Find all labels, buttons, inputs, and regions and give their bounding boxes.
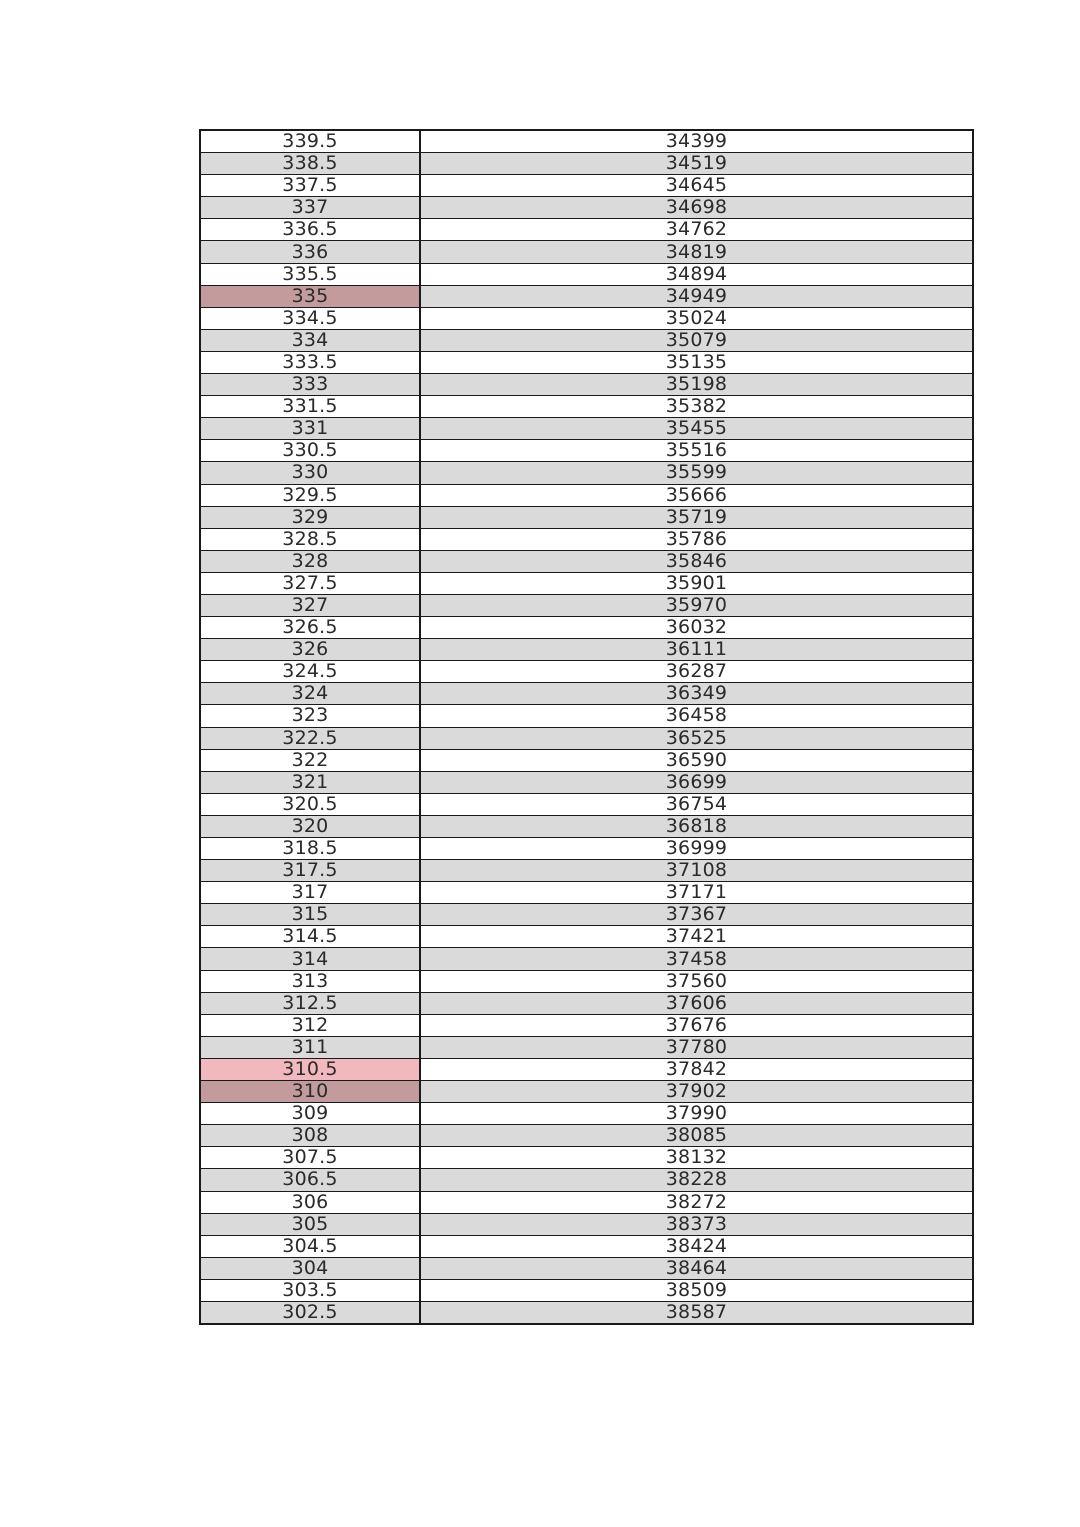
table-row: [200, 285, 973, 307]
table-row: [200, 1191, 973, 1213]
score-cell: 329: [200, 506, 420, 528]
table-row: [200, 307, 973, 329]
rank-cell: 35846: [420, 550, 973, 572]
rank-cell: 35198: [420, 374, 973, 396]
score-cell: 329.5: [200, 484, 420, 506]
table-row: [200, 771, 973, 793]
table-row: [200, 1279, 973, 1301]
table-row: [200, 484, 973, 506]
score-cell: 336.5: [200, 219, 420, 241]
score-cell: 326: [200, 639, 420, 661]
score-cell: 303.5: [200, 1279, 420, 1301]
rank-cell: 37458: [420, 948, 973, 970]
table-row: [200, 1058, 973, 1080]
table-row: [200, 418, 973, 440]
table-row: [200, 639, 973, 661]
score-cell: 310: [200, 1081, 420, 1103]
rank-cell: 36818: [420, 815, 973, 837]
score-cell: 320.5: [200, 793, 420, 815]
rank-cell: 36287: [420, 661, 973, 683]
rank-cell: 38272: [420, 1191, 973, 1213]
score-cell: 306: [200, 1191, 420, 1213]
score-cell: 338.5: [200, 153, 420, 175]
score-cell: 317.5: [200, 860, 420, 882]
rank-cell: 34519: [420, 153, 973, 175]
table-row: [200, 1301, 973, 1324]
rank-cell: 37676: [420, 1014, 973, 1036]
table-row: [200, 1036, 973, 1058]
rank-cell: 38132: [420, 1147, 973, 1169]
table-row: [200, 506, 973, 528]
score-cell: 307.5: [200, 1147, 420, 1169]
table-row: [200, 396, 973, 418]
score-cell: 314: [200, 948, 420, 970]
rank-cell: 34645: [420, 175, 973, 197]
table-row: [200, 528, 973, 550]
table-row: [200, 1103, 973, 1125]
rank-cell: 36590: [420, 749, 973, 771]
rank-cell: 37171: [420, 882, 973, 904]
rank-cell: 36111: [420, 639, 973, 661]
table-row: [200, 594, 973, 616]
rank-cell: 35455: [420, 418, 973, 440]
score-cell: 333.5: [200, 351, 420, 373]
rank-cell: 35666: [420, 484, 973, 506]
rank-cell: 37990: [420, 1103, 973, 1125]
table-row: [200, 175, 973, 197]
table-row: [200, 793, 973, 815]
rank-cell: 35382: [420, 396, 973, 418]
table-row: [200, 329, 973, 351]
rank-cell: 34762: [420, 219, 973, 241]
score-cell: 302.5: [200, 1301, 420, 1324]
rank-cell: 37842: [420, 1058, 973, 1080]
table-row: [200, 882, 973, 904]
score-cell: 324.5: [200, 661, 420, 683]
table-row: [200, 1147, 973, 1169]
rank-cell: 37606: [420, 992, 973, 1014]
score-cell: 308: [200, 1125, 420, 1147]
score-cell: 335.5: [200, 263, 420, 285]
score-cell: 336: [200, 241, 420, 263]
score-cell: 334.5: [200, 307, 420, 329]
score-cell: 337.5: [200, 175, 420, 197]
table-row: [200, 705, 973, 727]
score-cell: 305: [200, 1213, 420, 1235]
rank-cell: 36458: [420, 705, 973, 727]
table-row: [200, 617, 973, 639]
score-cell: 317: [200, 882, 420, 904]
score-cell: 321: [200, 771, 420, 793]
table-row: [200, 749, 973, 771]
score-cell: 309: [200, 1103, 420, 1125]
table-row: [200, 572, 973, 594]
score-cell: 312: [200, 1014, 420, 1036]
rank-cell: 34698: [420, 197, 973, 219]
score-cell: 331.5: [200, 396, 420, 418]
rank-cell: 35024: [420, 307, 973, 329]
table-row: [200, 241, 973, 263]
table-row: [200, 1213, 973, 1235]
score-cell: 306.5: [200, 1169, 420, 1191]
rank-cell: 36999: [420, 838, 973, 860]
rank-cell: 36525: [420, 727, 973, 749]
table-row: [200, 351, 973, 373]
score-cell: 322: [200, 749, 420, 771]
score-cell: 334: [200, 329, 420, 351]
score-cell: 318.5: [200, 838, 420, 860]
score-cell: 314.5: [200, 926, 420, 948]
score-cell: 311: [200, 1036, 420, 1058]
table-body: [200, 130, 973, 1324]
table-row: [200, 550, 973, 572]
rank-cell: 35970: [420, 594, 973, 616]
score-cell: 327: [200, 594, 420, 616]
rank-cell: 37367: [420, 904, 973, 926]
table-row: [200, 374, 973, 396]
score-cell: 328.5: [200, 528, 420, 550]
score-cell: 328: [200, 550, 420, 572]
score-cell: 331: [200, 418, 420, 440]
rank-cell: 38424: [420, 1235, 973, 1257]
score-rank-table: [199, 129, 974, 1325]
table-row: [200, 130, 973, 153]
rank-cell: 38464: [420, 1257, 973, 1279]
score-cell: 304.5: [200, 1235, 420, 1257]
table-row: [200, 992, 973, 1014]
score-cell: 324: [200, 683, 420, 705]
table-row: [200, 683, 973, 705]
rank-cell: 35516: [420, 440, 973, 462]
rank-cell: 35599: [420, 462, 973, 484]
table-row: [200, 970, 973, 992]
table-row: [200, 1081, 973, 1103]
rank-cell: 34399: [420, 130, 973, 153]
score-cell: 330.5: [200, 440, 420, 462]
rank-cell: 38228: [420, 1169, 973, 1191]
score-cell: 313: [200, 970, 420, 992]
rank-cell: 35719: [420, 506, 973, 528]
score-cell: 333: [200, 374, 420, 396]
rank-cell: 37108: [420, 860, 973, 882]
score-cell: 330: [200, 462, 420, 484]
table-row: [200, 948, 973, 970]
rank-cell: 36699: [420, 771, 973, 793]
score-cell: 315: [200, 904, 420, 926]
rank-cell: 37421: [420, 926, 973, 948]
table-row: [200, 219, 973, 241]
rank-cell: 35135: [420, 351, 973, 373]
score-cell: 339.5: [200, 130, 420, 153]
table-row: [200, 661, 973, 683]
rank-cell: 37560: [420, 970, 973, 992]
rank-cell: 37902: [420, 1081, 973, 1103]
rank-cell: 36349: [420, 683, 973, 705]
score-cell: 310.5: [200, 1058, 420, 1080]
rank-cell: 36754: [420, 793, 973, 815]
rank-cell: 34819: [420, 241, 973, 263]
table-row: [200, 815, 973, 837]
rank-cell: 34894: [420, 263, 973, 285]
rank-cell: 37780: [420, 1036, 973, 1058]
rank-cell: 35786: [420, 528, 973, 550]
table-row: [200, 1169, 973, 1191]
score-cell: 327.5: [200, 572, 420, 594]
rank-cell: 38587: [420, 1301, 973, 1324]
score-cell: 322.5: [200, 727, 420, 749]
table-row: [200, 926, 973, 948]
table-row: [200, 153, 973, 175]
rank-cell: 38085: [420, 1125, 973, 1147]
rank-cell: 38509: [420, 1279, 973, 1301]
rank-cell: 38373: [420, 1213, 973, 1235]
score-cell: 304: [200, 1257, 420, 1279]
score-cell: 337: [200, 197, 420, 219]
table-row: [200, 1235, 973, 1257]
table-row: [200, 1125, 973, 1147]
score-cell: 323: [200, 705, 420, 727]
table-row: [200, 197, 973, 219]
table-row: [200, 440, 973, 462]
table-row: [200, 904, 973, 926]
score-cell: 335: [200, 285, 420, 307]
rank-cell: 35901: [420, 572, 973, 594]
rank-cell: 35079: [420, 329, 973, 351]
score-cell: 320: [200, 815, 420, 837]
table-row: [200, 860, 973, 882]
rank-cell: 36032: [420, 617, 973, 639]
table-row: [200, 462, 973, 484]
table-row: [200, 1257, 973, 1279]
table-row: [200, 1014, 973, 1036]
table-row: [200, 263, 973, 285]
table-row: [200, 838, 973, 860]
score-cell: 326.5: [200, 617, 420, 639]
rank-cell: 34949: [420, 285, 973, 307]
table-row: [200, 727, 973, 749]
score-cell: 312.5: [200, 992, 420, 1014]
